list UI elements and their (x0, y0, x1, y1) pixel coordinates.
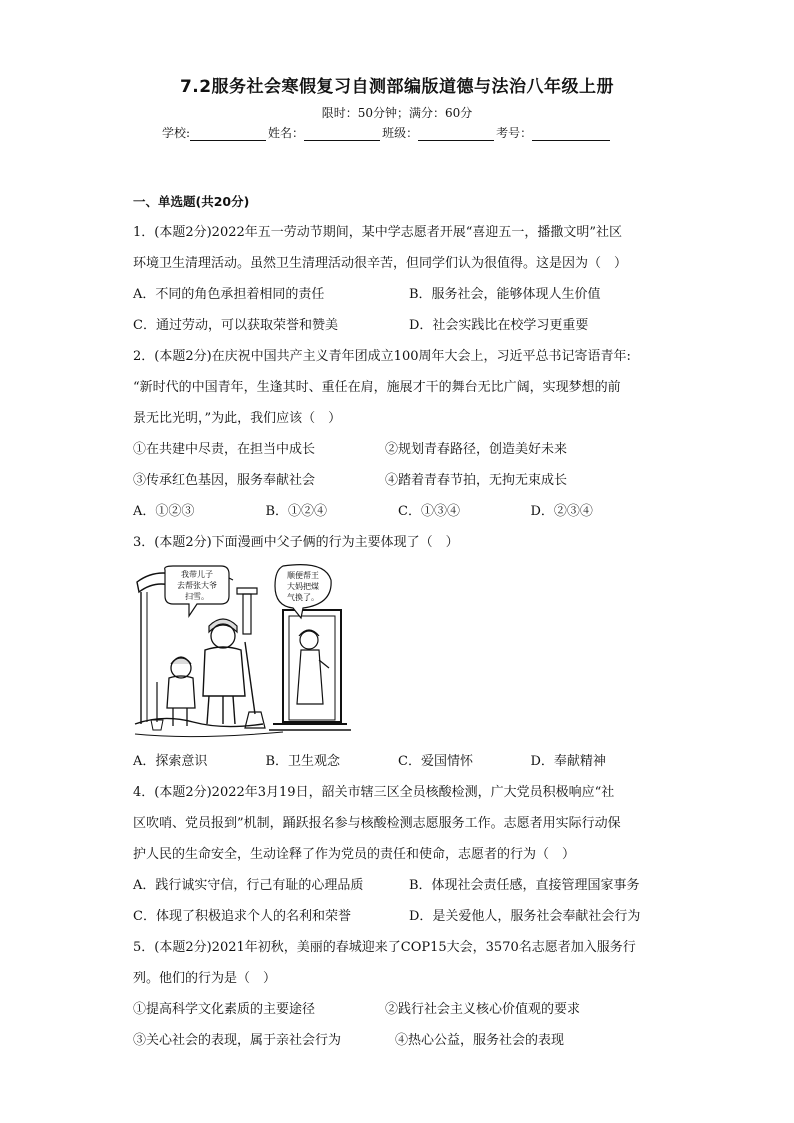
statement-row (133, 434, 663, 465)
name-label: 姓名： (268, 126, 305, 140)
statement-4: ④热心公益，服务社会的表现 (395, 1033, 565, 1048)
class-blank[interactable] (418, 126, 494, 141)
exam-number-field (496, 124, 612, 141)
class-field (382, 124, 496, 141)
exam-number-label: 考号： (496, 126, 533, 140)
question-text-line: 区吹哨、党员报到”机制，踊跃报名参与核酸检测志愿服务工作。志愿者用实际行动保 (133, 816, 621, 831)
name-blank[interactable] (304, 126, 380, 141)
statement-3: ③关心社会的表现，属于亲社会行为 (133, 1033, 342, 1048)
bubble-left-line: 去帮张大爷 (177, 581, 217, 590)
option-row (133, 870, 663, 901)
statement-4: ④踏着青春节拍，无拘无束成长 (385, 473, 568, 488)
school-blank[interactable] (190, 126, 266, 141)
question-text-line: 环境卫生清理活动。虽然卫生清理活动很辛苦，但同学们认为很值得。这是因为（ ） (133, 256, 628, 271)
school-label: 学校: (162, 126, 191, 140)
bubble-left-line: 我带儿子 (181, 570, 213, 579)
question-3 (133, 527, 663, 777)
option-b[interactable]: B．卫生观念 (265, 754, 341, 769)
section-title: 一、单选题(共20分) (133, 194, 250, 209)
option-row (133, 496, 663, 527)
option-d[interactable]: D．社会实践比在校学习更重要 (409, 318, 589, 333)
statement-3: ③传承红色基因，服务奉献社会 (133, 473, 316, 488)
question-content (133, 186, 663, 1056)
option-c[interactable]: C．①③④ (398, 504, 460, 519)
option-row (133, 279, 663, 310)
statement-1: ①提高科学文化素质的主要途径 (133, 1002, 316, 1017)
option-row (133, 746, 663, 777)
option-c[interactable]: C．体现了积极追求个人的名利和荣誉 (133, 909, 351, 924)
statement-2: ②规划青春路径，创造美好未来 (385, 442, 568, 457)
option-d[interactable]: D．奉献精神 (530, 754, 606, 769)
bubble-right-line: 气换了。 (287, 593, 319, 602)
bubble-left-line: 扫雪。 (185, 592, 209, 601)
statement-row (133, 994, 663, 1025)
exam-number-blank[interactable] (532, 126, 610, 141)
question-text-line: 景无比光明，”为此，我们应该（ ） (133, 411, 342, 426)
option-c[interactable]: C．通过劳动，可以获取荣誉和赞美 (133, 318, 338, 333)
option-row (133, 901, 663, 932)
option-d[interactable]: D．②③④ (530, 504, 593, 519)
statement-1: ①在共建中尽责，在担当中成长 (133, 442, 316, 457)
option-row (133, 310, 663, 341)
bubble-right-line: 顺便帮王 (287, 571, 319, 580)
name-field (268, 124, 382, 141)
question-text-line: 5．(本题2分)2021年初秋，美丽的春城迎来了COP15大会，3570名志愿者加入服务行 (133, 940, 636, 955)
student-info-row (162, 124, 612, 141)
question-text-line: 护人民的生命安全，生动诠释了作为党员的责任和使命，志愿者的行为（ ） (133, 847, 576, 862)
option-a[interactable]: A．探索意识 (133, 754, 208, 769)
comic-illustration (133, 564, 361, 742)
question-5 (133, 932, 663, 1056)
option-a[interactable]: A．不同的角色承担着相同的责任 (133, 287, 325, 302)
exam-time-limit: 限时：50分钟；满分：60分 (321, 106, 473, 120)
question-2 (133, 341, 663, 527)
option-a[interactable]: A．践行诚实守信，行己有耻的心理品质 (133, 878, 364, 893)
question-text-line: 4．(本题2分)2022年3月19日，韶关市辖三区全员核酸检测，广大党员积极响应“社 (133, 785, 615, 800)
option-b[interactable]: B．①②④ (265, 504, 328, 519)
statement-2: ②践行社会主义核心价值观的要求 (385, 1002, 581, 1017)
question-text-line: 3．(本题2分)下面漫画中父子俩的行为主要体现了（ ） (133, 535, 459, 550)
question-text-line: “新时代的中国青年，生逢其时、重任在肩，施展才干的舞台无比广阔，实现梦想的前 (133, 380, 621, 395)
option-d[interactable]: D．是关爱他人，服务社会奉献社会行为 (409, 909, 641, 924)
option-c[interactable]: C．爱国情怀 (398, 754, 473, 769)
option-b[interactable]: B．服务社会，能够体现人生价值 (409, 287, 601, 302)
question-4 (133, 777, 663, 932)
page-title: 7.2服务社会寒假复习自测部编版道德与法治八年级上册 (179, 77, 615, 97)
question-text-line: 1．(本题2分)2022年五一劳动节期间，某中学志愿者开展“喜迎五一，播撒文明”社区 (133, 225, 623, 240)
class-label: 班级： (382, 126, 419, 140)
question-text-line: 2．(本题2分)在庆祝中国共产主义青年团成立100周年大会上，习近平总书记寄语青年: (133, 349, 631, 364)
question-1 (133, 217, 663, 341)
statement-row (133, 465, 663, 496)
option-a[interactable]: A．①②③ (133, 504, 195, 519)
statement-row (133, 1025, 663, 1056)
option-b[interactable]: B．体现社会责任感，直接管理国家事务 (409, 878, 640, 893)
question-text-line: 列。他们的行为是（ ） (133, 971, 277, 986)
school-field (162, 124, 268, 141)
bubble-right-line: 大妈把煤 (287, 582, 319, 591)
